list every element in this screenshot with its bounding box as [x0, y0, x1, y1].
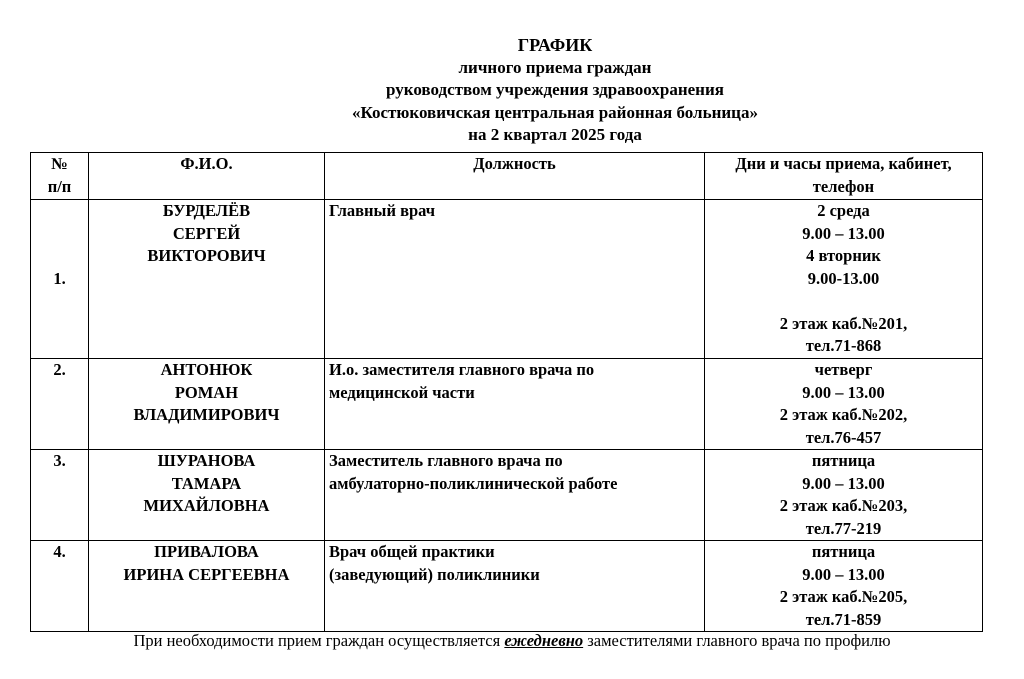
schedule-table: [30, 152, 983, 632]
footer-text-after: заместителями главного врача по профилю: [583, 631, 891, 650]
table-row: [31, 359, 983, 450]
table-row: [31, 541, 983, 632]
footer-text-before: При необходимости прием граждан осуществляется: [133, 631, 505, 650]
header-line-2: руководством учреждения здравоохранения: [386, 80, 724, 99]
row-schedule: пятница 9.00 – 13.00 2 этаж каб.№205, тел.71-859: [705, 541, 983, 632]
table-row: [31, 200, 983, 359]
row-position: Заместитель главного врача по амбулаторно-поликлинической работе: [325, 450, 705, 541]
row-num: 1.: [31, 200, 89, 359]
header-line-3: «Костюковичская центральная районная больница»: [352, 102, 758, 122]
row-name: БУРДЕЛЁВ СЕРГЕЙ ВИКТОРОВИЧ: [89, 200, 325, 359]
row-schedule: пятница 9.00 – 13.00 2 этаж каб.№203, тел.77-219: [705, 450, 983, 541]
footer-note: [0, 631, 1024, 651]
header-schedule: Дни и часы приема, кабинет, телефон: [705, 153, 983, 200]
header-line-1: личного приема граждан: [458, 57, 652, 77]
row-name: АНТОНЮК РОМАН ВЛАДИМИРОВИЧ: [89, 359, 325, 450]
row-num: 4.: [31, 541, 89, 632]
row-position: Главный врач: [325, 200, 705, 359]
header-num: № п/п: [31, 153, 89, 200]
row-schedule: 2 среда 9.00 – 13.00 4 вторник 9.00-13.00 2 этаж каб.№201, тел.71-868: [705, 200, 983, 359]
document-header: [0, 34, 1024, 147]
row-name: ПРИВАЛОВА ИРИНА СЕРГЕЕВНА: [89, 541, 325, 632]
row-name: ШУРАНОВА ТАМАРА МИХАЙЛОВНА: [89, 450, 325, 541]
table-header-row: [31, 153, 983, 200]
row-schedule: четверг 9.00 – 13.00 2 этаж каб.№202, тел.76-457: [705, 359, 983, 450]
row-position: Врач общей практики (заведующий) поликлиники: [325, 541, 705, 632]
row-num: 2.: [31, 359, 89, 450]
row-num: 3.: [31, 450, 89, 541]
table-row: [31, 450, 983, 541]
header-name: Ф.И.О.: [89, 153, 325, 200]
row-position: И.о. заместителя главного врача по медицинской части: [325, 359, 705, 450]
footer-emphasis: ежедневно: [504, 631, 584, 650]
header-position: Должность: [325, 153, 705, 200]
document-title: ГРАФИК: [517, 35, 593, 55]
header-line-4: на 2 квартал 2025 года: [468, 125, 642, 144]
